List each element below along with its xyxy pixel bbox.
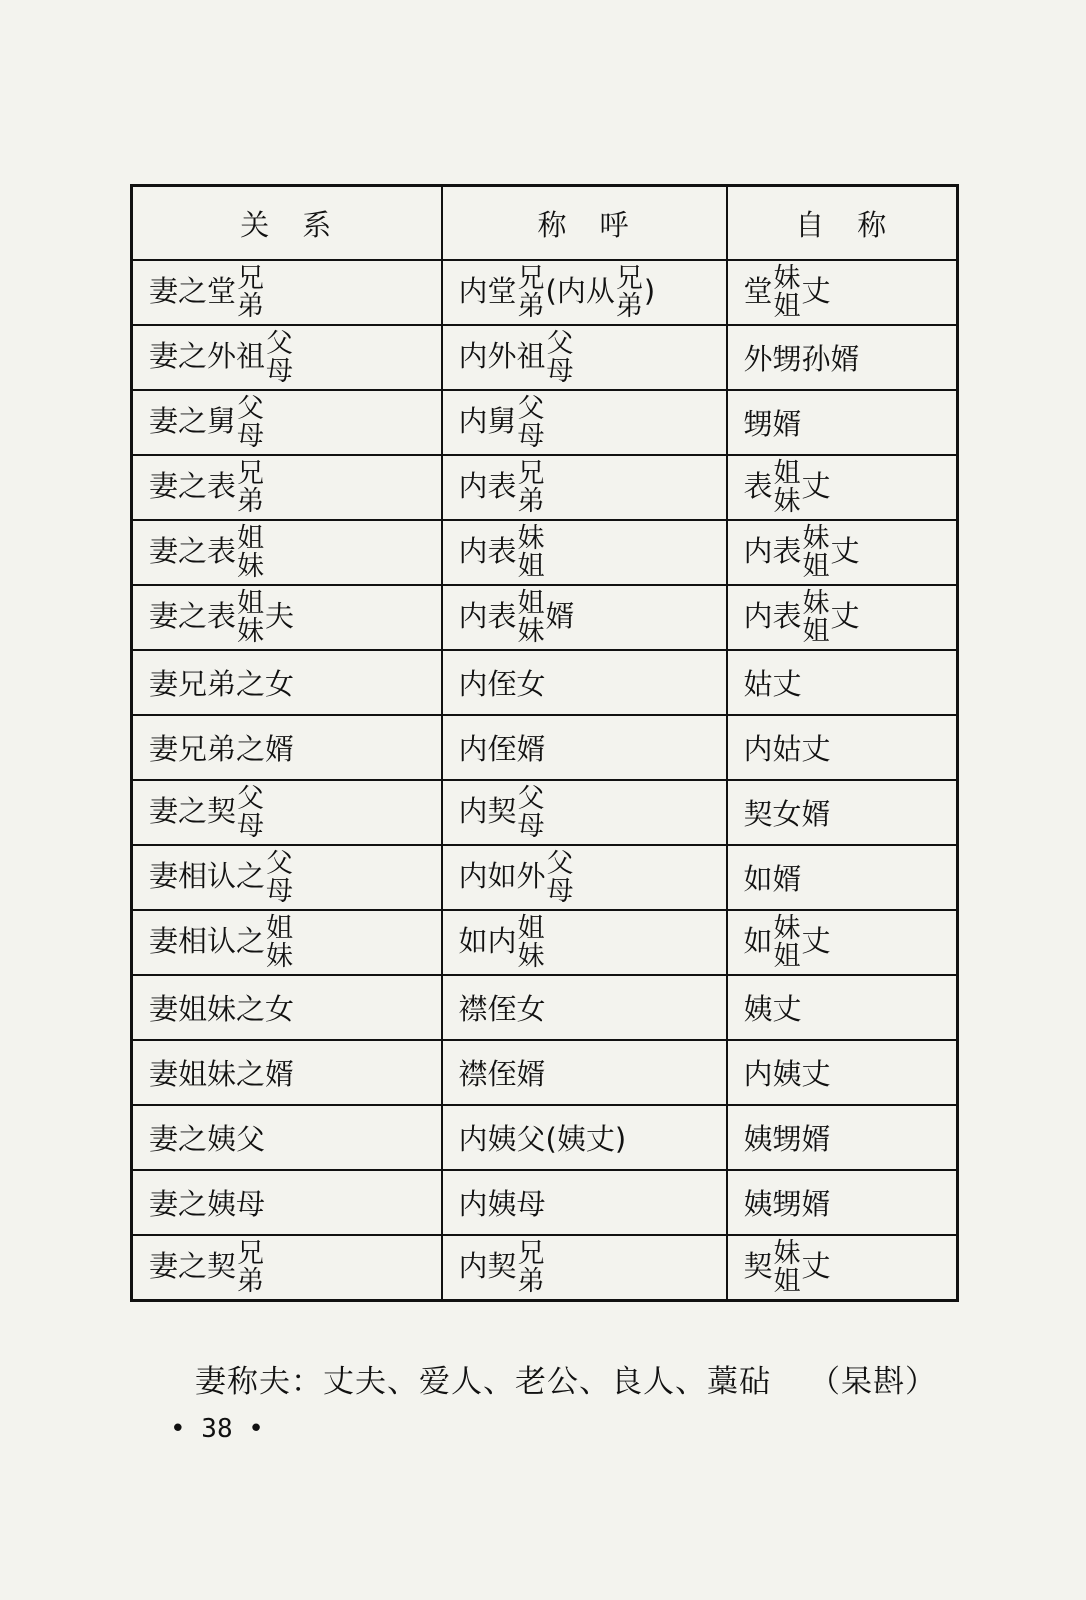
stacked-char: 妹: [802, 587, 830, 619]
cell-text: 堂: [743, 273, 773, 308]
stacked-char: 姐: [773, 290, 801, 322]
page-number: • 38 •: [170, 1414, 264, 1444]
stacked-char: 父: [266, 327, 294, 359]
cell-text: 妻相认之: [149, 858, 266, 893]
stacked-characters: [773, 1237, 801, 1297]
stacked-char: 妹: [237, 615, 265, 647]
self-cell: [727, 650, 958, 715]
stacked-char: 妹: [802, 522, 830, 554]
self-cell: [727, 1040, 958, 1105]
cell-text: 内表: [458, 598, 517, 633]
table-body: [132, 260, 958, 1301]
stacked-char: 弟: [517, 485, 545, 517]
stacked-char: 妹: [773, 485, 801, 517]
relation-cell: [132, 585, 442, 650]
cell-text: 妻之外祖: [149, 338, 266, 373]
stacked-char: 母: [517, 810, 545, 842]
address-cell: [442, 910, 727, 975]
stacked-char: 母: [517, 420, 545, 452]
stacked-characters: [773, 457, 801, 517]
table-row: [132, 1040, 958, 1105]
address-cell: [442, 1170, 727, 1235]
self-cell: [727, 715, 958, 780]
table-row: [132, 260, 958, 325]
cell-text: 姑丈: [743, 667, 802, 701]
stacked-characters: [517, 912, 545, 972]
stacked-char: 姐: [773, 1265, 801, 1297]
stacked-char: 母: [266, 355, 294, 387]
cell-text: 妻之表: [149, 533, 237, 568]
stacked-char: 兄: [237, 1237, 265, 1269]
relation-cell: [132, 910, 442, 975]
stacked-characters: [237, 262, 265, 322]
address-cell: [442, 715, 727, 780]
cell-text: ): [643, 273, 656, 308]
relation-cell: [132, 650, 442, 715]
cell-text: 姨甥婿: [743, 1122, 831, 1156]
stacked-characters: [517, 782, 545, 842]
address-cell: [442, 520, 727, 585]
stacked-char: 母: [546, 875, 574, 907]
self-cell: [727, 1105, 958, 1170]
cell-text: 丈: [801, 923, 831, 958]
cell-text: 契女婿: [743, 797, 831, 831]
cell-text: 丈: [801, 273, 831, 308]
cell-text: 如内: [458, 923, 517, 958]
cell-text: 襟侄婿: [458, 1057, 546, 1091]
cell-text: 内如外: [458, 858, 546, 893]
address-cell: [442, 1105, 727, 1170]
stacked-char: 姐: [802, 550, 830, 582]
cell-text: 妻之舅: [149, 403, 237, 438]
self-cell: [727, 1235, 958, 1301]
address-cell: [442, 845, 727, 910]
stacked-char: 妹: [773, 1237, 801, 1269]
stacked-char: 妹: [773, 912, 801, 944]
caption-text: 妻称夫：丈夫、爱人、老公、良人、藁砧: [195, 1364, 771, 1400]
table-row: [132, 390, 958, 455]
stacked-characters: [266, 847, 294, 907]
cell-text: 妻相认之: [149, 923, 266, 958]
cell-text: 妻之姨父: [149, 1122, 266, 1156]
cell-text: 妻姐妹之婿: [149, 1057, 295, 1091]
self-cell: [727, 520, 958, 585]
relation-cell: [132, 715, 442, 780]
table-header-row: [132, 186, 958, 261]
cell-text: 内姨母: [458, 1187, 546, 1221]
cell-text: 襟侄女: [458, 992, 546, 1026]
stacked-characters: [802, 522, 830, 582]
cell-text: 夫: [265, 598, 295, 633]
cell-text: 内契: [458, 793, 517, 828]
stacked-characters: [266, 912, 294, 972]
cell-text: 妻之表: [149, 468, 237, 503]
caption: [195, 1356, 937, 1401]
stacked-characters: [517, 457, 545, 517]
cell-text: 内姑丈: [743, 732, 831, 766]
stacked-char: 兄: [237, 457, 265, 489]
stacked-characters: [546, 327, 574, 387]
stacked-characters: [237, 587, 265, 647]
stacked-char: 姐: [517, 912, 545, 944]
self-cell: [727, 455, 958, 520]
relation-cell: [132, 455, 442, 520]
stacked-characters: [802, 587, 830, 647]
stacked-characters: [773, 912, 801, 972]
stacked-char: 妹: [237, 550, 265, 582]
address-cell: [442, 390, 727, 455]
cell-text: 如: [743, 923, 773, 958]
stacked-char: 弟: [517, 1265, 545, 1297]
stacked-char: 兄: [615, 262, 643, 294]
stacked-char: 兄: [237, 262, 265, 294]
self-cell: [727, 260, 958, 325]
relation-cell: [132, 390, 442, 455]
cell-text: 内侄女: [458, 667, 546, 701]
address-cell: [442, 650, 727, 715]
cell-text: 婿: [545, 598, 575, 633]
stacked-char: 弟: [237, 1265, 265, 1297]
stacked-char: 父: [546, 847, 574, 879]
stacked-char: 弟: [237, 290, 265, 322]
address-cell: [442, 975, 727, 1040]
cell-text: 妻之契: [149, 1248, 237, 1283]
cell-text: 内表: [743, 533, 802, 568]
stacked-char: 母: [237, 810, 265, 842]
stacked-char: 父: [237, 392, 265, 424]
table-row: [132, 585, 958, 650]
cell-text: 妻之契: [149, 793, 237, 828]
self-cell: [727, 585, 958, 650]
cell-text: 妻之堂: [149, 273, 237, 308]
stacked-char: 姐: [773, 940, 801, 972]
cell-text: 内姨丈: [743, 1057, 831, 1091]
cell-text: 妻之姨母: [149, 1187, 266, 1221]
relation-cell: [132, 1105, 442, 1170]
stacked-characters: [517, 262, 545, 322]
header-self: 自 称: [727, 186, 958, 261]
stacked-characters: [773, 262, 801, 322]
relation-cell: [132, 325, 442, 390]
stacked-char: 姐: [266, 912, 294, 944]
cell-text: 丈: [830, 598, 860, 633]
cell-text: 妻姐妹之女: [149, 992, 295, 1026]
address-cell: [442, 455, 727, 520]
stacked-char: 姐: [773, 457, 801, 489]
cell-text: 丈: [830, 533, 860, 568]
cell-text: 丈: [801, 468, 831, 503]
stacked-char: 母: [237, 420, 265, 452]
cell-text: 内契: [458, 1248, 517, 1283]
cell-text: 表: [743, 468, 773, 503]
cell-text: 内表: [458, 533, 517, 568]
stacked-characters: [237, 1237, 265, 1297]
self-cell: [727, 390, 958, 455]
relation-cell: [132, 260, 442, 325]
stacked-char: 姐: [517, 550, 545, 582]
cell-text: 甥婿: [743, 407, 802, 441]
self-cell: [727, 910, 958, 975]
relation-cell: [132, 845, 442, 910]
stacked-char: 弟: [237, 485, 265, 517]
stacked-char: 父: [517, 782, 545, 814]
address-cell: [442, 585, 727, 650]
stacked-characters: [615, 262, 643, 322]
table-row: [132, 1105, 958, 1170]
stacked-char: 姐: [802, 615, 830, 647]
stacked-char: 兄: [517, 457, 545, 489]
cell-text: 妻兄弟之婿: [149, 732, 295, 766]
stacked-char: 父: [546, 327, 574, 359]
stacked-characters: [517, 1237, 545, 1297]
stacked-char: 母: [266, 875, 294, 907]
relation-cell: [132, 1170, 442, 1235]
stacked-char: 妹: [517, 615, 545, 647]
stacked-char: 妹: [517, 522, 545, 554]
address-cell: [442, 1040, 727, 1105]
stacked-char: 妹: [266, 940, 294, 972]
address-cell: [442, 1235, 727, 1301]
stacked-char: 兄: [517, 1237, 545, 1269]
stacked-char: 父: [266, 847, 294, 879]
kinship-table: [130, 184, 959, 1302]
stacked-char: 姐: [237, 522, 265, 554]
stacked-characters: [237, 457, 265, 517]
table-row: [132, 520, 958, 585]
stacked-char: 母: [546, 355, 574, 387]
stacked-characters: [517, 392, 545, 452]
stacked-char: 妹: [517, 940, 545, 972]
table-row: [132, 1235, 958, 1301]
cell-text: 妻兄弟之女: [149, 667, 295, 701]
table-row: [132, 715, 958, 780]
cell-text: 内表: [458, 468, 517, 503]
cell-text: 内堂: [458, 273, 517, 308]
table-row: [132, 455, 958, 520]
stacked-characters: [517, 522, 545, 582]
cell-text: 姨丈: [743, 992, 802, 1026]
stacked-characters: [237, 522, 265, 582]
stacked-char: 父: [517, 392, 545, 424]
table-row: [132, 845, 958, 910]
address-cell: [442, 260, 727, 325]
caption-source: （杲斟）: [809, 1364, 937, 1400]
relation-cell: [132, 520, 442, 585]
stacked-char: 姐: [237, 587, 265, 619]
stacked-char: 弟: [615, 290, 643, 322]
stacked-characters: [237, 392, 265, 452]
self-cell: [727, 975, 958, 1040]
cell-text: 契: [743, 1248, 773, 1283]
cell-text: 内侄婿: [458, 732, 546, 766]
header-relation: 关 系: [132, 186, 442, 261]
cell-text: 内姨父(姨丈): [458, 1122, 627, 1156]
stacked-characters: [266, 327, 294, 387]
stacked-characters: [237, 782, 265, 842]
relation-cell: [132, 1235, 442, 1301]
table-row: [132, 325, 958, 390]
table-row: [132, 975, 958, 1040]
self-cell: [727, 325, 958, 390]
self-cell: [727, 845, 958, 910]
cell-text: 内外祖: [458, 338, 546, 373]
table-row: [132, 650, 958, 715]
stacked-char: 姐: [517, 587, 545, 619]
cell-text: 外甥孙婿: [743, 342, 860, 376]
address-cell: [442, 780, 727, 845]
stacked-char: 妹: [773, 262, 801, 294]
cell-text: 内舅: [458, 403, 517, 438]
relation-cell: [132, 1040, 442, 1105]
stacked-char: 父: [237, 782, 265, 814]
relation-cell: [132, 975, 442, 1040]
cell-text: 如婿: [743, 862, 802, 896]
relation-cell: [132, 780, 442, 845]
header-address: 称 呼: [442, 186, 727, 261]
table-row: [132, 910, 958, 975]
table-row: [132, 780, 958, 845]
cell-text: 姨甥婿: [743, 1187, 831, 1221]
cell-text: (内从: [545, 273, 615, 308]
self-cell: [727, 780, 958, 845]
self-cell: [727, 1170, 958, 1235]
cell-text: 妻之表: [149, 598, 237, 633]
address-cell: [442, 325, 727, 390]
stacked-characters: [546, 847, 574, 907]
stacked-char: 兄: [517, 262, 545, 294]
stacked-characters: [517, 587, 545, 647]
cell-text: 内表: [743, 598, 802, 633]
stacked-char: 弟: [517, 290, 545, 322]
table-row: [132, 1170, 958, 1235]
cell-text: 丈: [801, 1248, 831, 1283]
